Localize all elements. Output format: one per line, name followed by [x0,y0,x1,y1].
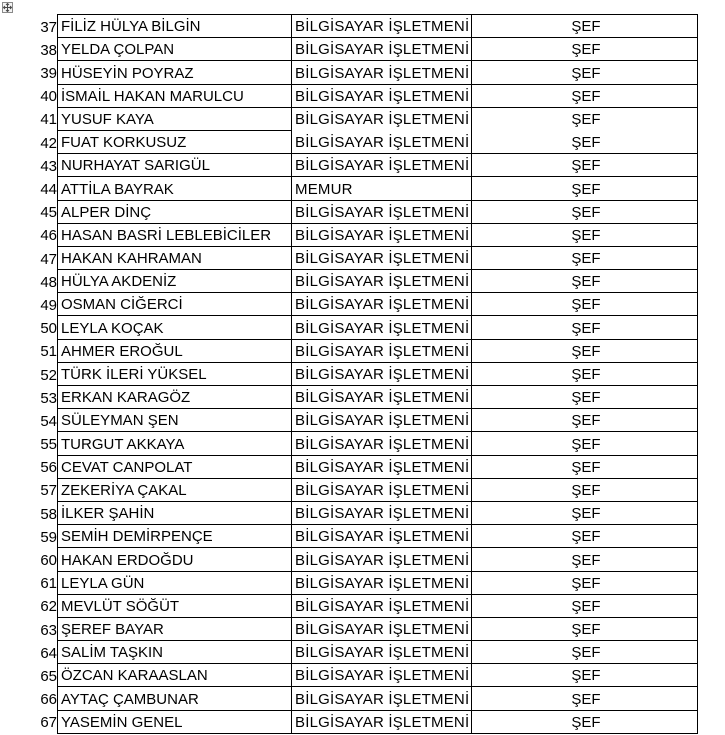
department-cell: BİLGİSAYAR İŞLETMENİ [292,710,472,733]
title-cell: ŞEF [472,38,698,61]
department-cell: BİLGİSAYAR İŞLETMENİ [292,339,472,362]
department-cell: BİLGİSAYAR İŞLETMENİ [292,386,472,409]
department-cell: BİLGİSAYAR İŞLETMENİ [292,362,472,385]
name-cell: ŞEREF BAYAR [58,617,292,640]
department-cell: BİLGİSAYAR İŞLETMENİ [292,594,472,617]
name-cell: OSMAN CİĞERCİ [58,293,292,316]
name-cell: HAKAN KAHRAMAN [58,246,292,269]
title-cell: ŞEF [472,641,698,664]
row-number: 38 [40,41,57,59]
name-cell: NURHAYAT SARIGÜL [58,154,292,177]
staff-table [30,14,698,734]
row-number: 37 [40,18,57,36]
name-cell: YUSUF KAYA [58,107,292,130]
table-row [30,617,698,640]
title-cell: ŞEF [472,246,698,269]
move-arrows-icon[interactable] [2,2,13,13]
department-cell: BİLGİSAYAR İŞLETMENİ [292,432,472,455]
department-cell: BİLGİSAYAR İŞLETMENİ [292,107,472,130]
name-cell: YASEMİN GENEL [58,710,292,733]
row-number: 41 [40,111,57,129]
department-cell: BİLGİSAYAR İŞLETMENİ [292,664,472,687]
name-cell: HÜLYA AKDENİZ [58,270,292,293]
department-cell: BİLGİSAYAR İŞLETMENİ [292,525,472,548]
title-cell: ŞEF [472,15,698,38]
table-row [30,687,698,710]
title-cell: ŞEF [472,61,698,84]
row-number: 52 [40,366,57,384]
table-row [30,641,698,664]
row-number: 67 [40,714,57,732]
department-cell: BİLGİSAYAR İŞLETMENİ [292,61,472,84]
name-cell: LEYLA KOÇAK [58,316,292,339]
department-cell: BİLGİSAYAR İŞLETMENİ [292,548,472,571]
title-cell: ŞEF [472,362,698,385]
title-cell: ŞEF [472,84,698,107]
department-cell: BİLGİSAYAR İŞLETMENİ [292,15,472,38]
department-cell: BİLGİSAYAR İŞLETMENİ [292,38,472,61]
row-number: 54 [40,412,57,430]
department-cell: BİLGİSAYAR İŞLETMENİ [292,478,472,501]
title-cell: ŞEF [472,478,698,501]
row-number: 47 [40,250,57,268]
table-row [30,293,698,316]
table-row [30,61,698,84]
department-cell: BİLGİSAYAR İŞLETMENİ [292,617,472,640]
table-row [30,84,698,107]
title-cell: ŞEF [472,316,698,339]
title-cell: ŞEF [472,710,698,733]
name-cell: ERKAN KARAGÖZ [58,386,292,409]
department-cell: BİLGİSAYAR İŞLETMENİ [292,687,472,710]
name-cell: ÖZCAN KARAASLAN [58,664,292,687]
title-cell: ŞEF [472,386,698,409]
name-cell: AYTAÇ ÇAMBUNAR [58,687,292,710]
table-row [30,38,698,61]
table-row [30,386,698,409]
row-number: 62 [40,598,57,616]
table-row [30,571,698,594]
name-cell: HASAN BASRİ LEBLEBİCİLER [58,223,292,246]
name-cell: TURGUT AKKAYA [58,432,292,455]
department-cell: BİLGİSAYAR İŞLETMENİ [292,641,472,664]
row-number: 66 [40,691,57,709]
title-cell: ŞEF [472,525,698,548]
title-cell: ŞEF [472,548,698,571]
title-cell: ŞEF [472,501,698,524]
table-row [30,130,698,153]
title-cell: ŞEF [472,293,698,316]
name-cell: TÜRK İLERİ YÜKSEL [58,362,292,385]
department-cell: BİLGİSAYAR İŞLETMENİ [292,223,472,246]
row-number: 61 [40,575,57,593]
title-cell: ŞEF [472,130,698,153]
row-number: 51 [40,343,57,361]
name-cell: HAKAN ERDOĞDU [58,548,292,571]
row-number: 49 [40,296,57,314]
table-row [30,501,698,524]
name-cell: MEVLÜT SÖĞÜT [58,594,292,617]
department-cell: BİLGİSAYAR İŞLETMENİ [292,316,472,339]
table-row [30,316,698,339]
name-cell: HÜSEYİN POYRAZ [58,61,292,84]
table-row [30,432,698,455]
table-row [30,246,698,269]
row-number: 50 [40,320,57,338]
title-cell: ŞEF [472,571,698,594]
table-row [30,525,698,548]
table-row [30,339,698,362]
table-row [30,664,698,687]
table-row [30,710,698,733]
name-cell: SÜLEYMAN ŞEN [58,409,292,432]
name-cell: AHMER EROĞUL [58,339,292,362]
title-cell: ŞEF [472,594,698,617]
title-cell: ŞEF [472,455,698,478]
title-cell: ŞEF [472,177,698,200]
department-cell: BİLGİSAYAR İŞLETMENİ [292,571,472,594]
table-row [30,548,698,571]
title-cell: ŞEF [472,270,698,293]
name-cell: ALPER DİNÇ [58,200,292,223]
row-number: 65 [40,667,57,685]
row-number: 44 [40,181,57,198]
title-cell: ŞEF [472,107,698,130]
row-number: 59 [40,528,57,546]
name-cell: ATTİLA BAYRAK [58,177,292,200]
row-number: 55 [40,436,57,454]
row-number: 40 [40,88,57,106]
table-row [30,362,698,385]
name-cell: FİLİZ HÜLYA BİLGİN [58,15,292,38]
table-row [30,409,698,432]
title-cell: ŞEF [472,223,698,246]
row-number: 53 [40,389,57,407]
title-cell: ŞEF [472,687,698,710]
name-cell: SALİM TAŞKIN [58,641,292,664]
row-number: 43 [40,157,57,175]
table-row [30,270,698,293]
row-number: 39 [40,65,57,83]
row-number: 64 [40,644,57,662]
department-cell: BİLGİSAYAR İŞLETMENİ [292,409,472,432]
name-cell: LEYLA GÜN [58,571,292,594]
department-cell: BİLGİSAYAR İŞLETMENİ [292,293,472,316]
row-number: 48 [40,273,57,291]
name-cell: İSMAİL HAKAN MARULCU [58,84,292,107]
department-cell: BİLGİSAYAR İŞLETMENİ [292,246,472,269]
department-cell: MEMUR [292,177,472,200]
row-number: 46 [40,227,57,245]
table-row [30,223,698,246]
title-cell: ŞEF [472,200,698,223]
department-cell: BİLGİSAYAR İŞLETMENİ [292,84,472,107]
department-cell: BİLGİSAYAR İŞLETMENİ [292,200,472,223]
table-row [30,594,698,617]
name-cell: İLKER ŞAHİN [58,501,292,524]
name-cell: FUAT KORKUSUZ [58,130,292,153]
title-cell: ŞEF [472,432,698,455]
title-cell: ŞEF [472,339,698,362]
table-row [30,200,698,223]
table-row [30,177,698,200]
table-row [30,478,698,501]
row-number: 45 [40,204,57,222]
row-number: 56 [40,459,57,477]
row-number: 60 [40,552,57,569]
title-cell: ŞEF [472,409,698,432]
department-cell: BİLGİSAYAR İŞLETMENİ [292,130,472,153]
name-cell: SEMİH DEMİRPENÇE [58,525,292,548]
row-number: 58 [40,505,57,523]
department-cell: BİLGİSAYAR İŞLETMENİ [292,501,472,524]
title-cell: ŞEF [472,617,698,640]
department-cell: BİLGİSAYAR İŞLETMENİ [292,455,472,478]
name-cell: YELDA ÇOLPAN [58,38,292,61]
table-row [30,107,698,130]
row-number: 57 [40,482,57,500]
department-cell: BİLGİSAYAR İŞLETMENİ [292,270,472,293]
title-cell: ŞEF [472,154,698,177]
name-cell: CEVAT CANPOLAT [58,455,292,478]
table-row [30,154,698,177]
row-number: 42 [40,134,57,152]
department-cell: BİLGİSAYAR İŞLETMENİ [292,154,472,177]
title-cell: ŞEF [472,664,698,687]
table-row [30,455,698,478]
row-number: 63 [40,621,57,639]
name-cell: ZEKERİYA ÇAKAL [58,478,292,501]
table-row [30,15,698,38]
